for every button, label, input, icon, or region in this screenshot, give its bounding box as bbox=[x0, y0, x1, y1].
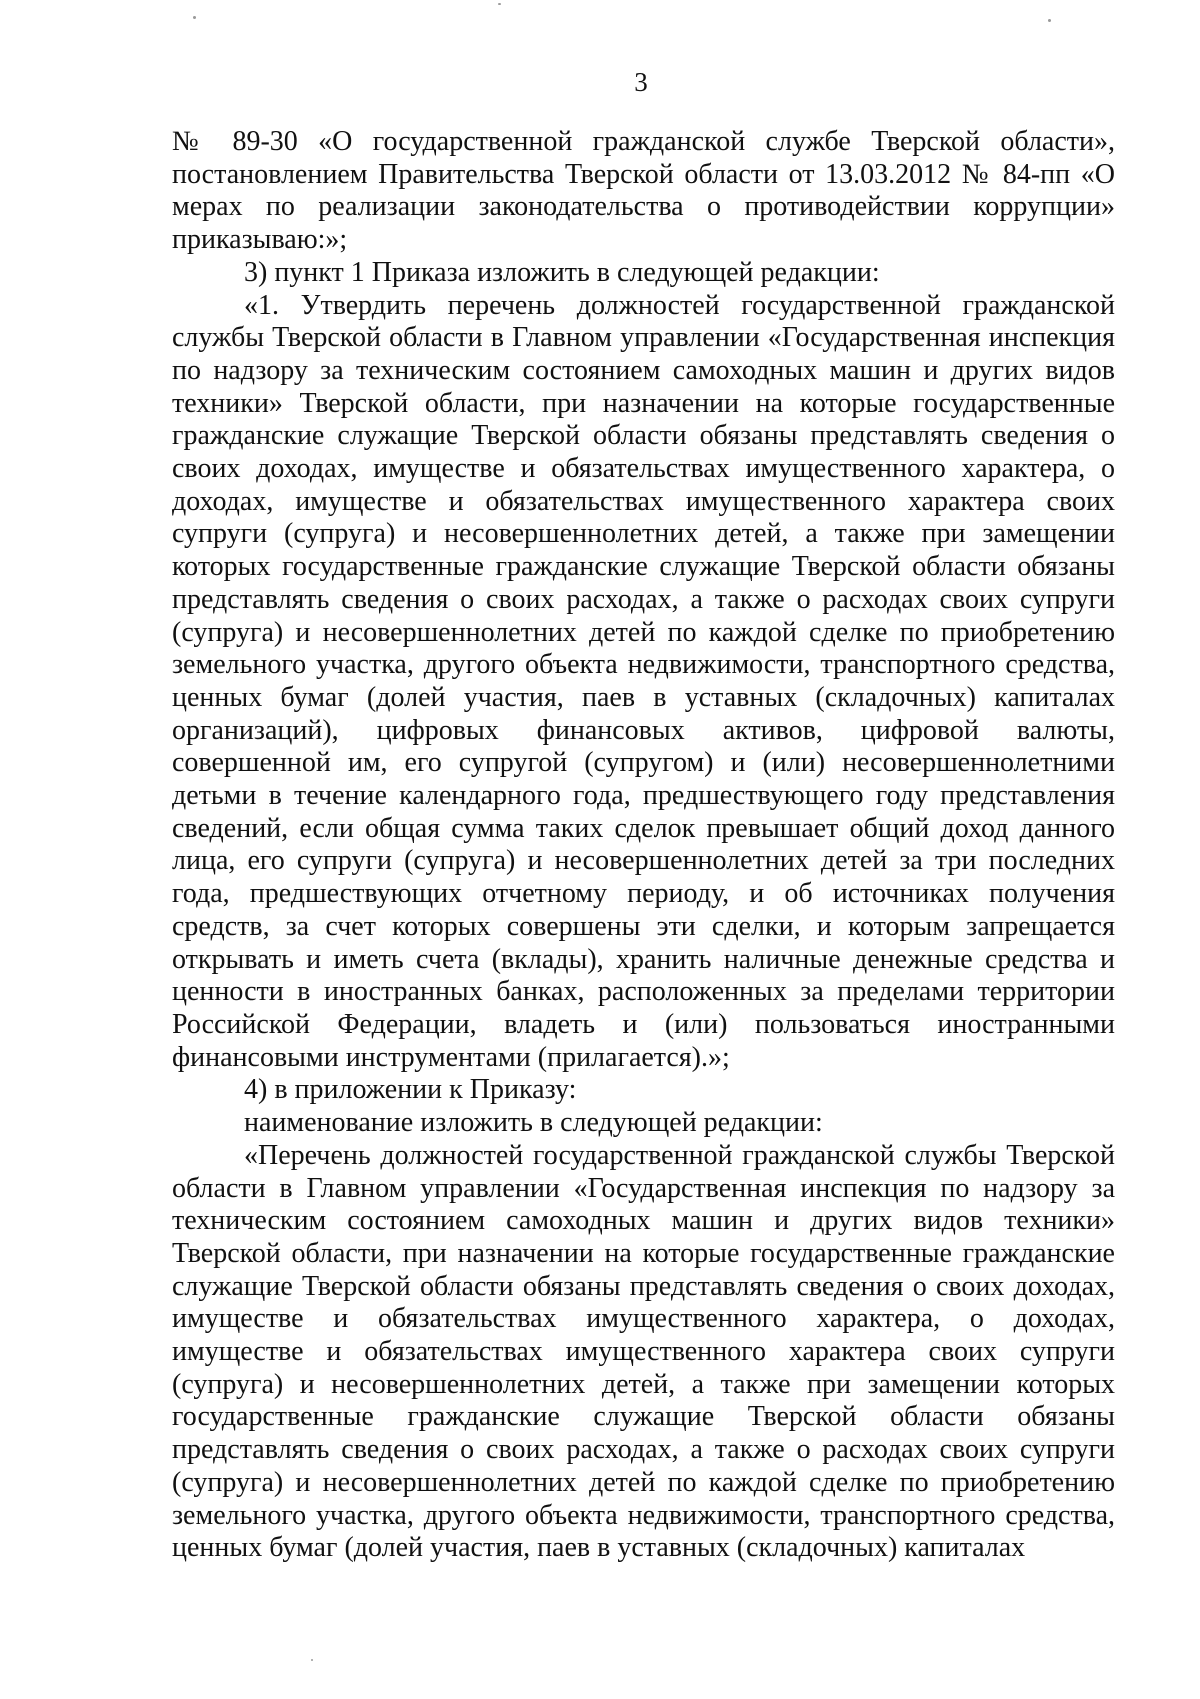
paragraph-item-4: 4) в приложении к Приказу: bbox=[244, 1074, 577, 1106]
document-body bbox=[172, 126, 1115, 1565]
paragraph-intro: № 89-30 «О государственной гражданской службе Тверской области», постановлением Правительства Тверской области от 13.03.2012 № 84-пп «О мерах по реализации законодательства о противодействии коррупции» приказываю:»; bbox=[172, 126, 1115, 256]
paragraph-item-1-text: «1. Утвердить перечень должностей государственной гражданской службы Тверской области в Главном управлении «Государственная инспекция по надзору за техническим состоянием самоходных машин и других видов техники» Тверской области, при назначении на которые государственные гражданские служащие Тверской области обязаны представлять сведения о своих доходах, имуществе и обязательствах имущественного характера, о доходах, имуществе и обязательствах имущественного характера своих супруги (супруга) и несовершеннолетних детей, а также при замещении которых государственные гражданские служащие Тверской области обязаны представлять сведения о своих расходах, а также о расходах своих супруги (супруга) и несовершеннолетних детей по каждой сделке по приобретению земельного участка, другого объекта недвижимости, транспортного средства, ценных бумаг (долей участия, паев в уставных (складочных) капиталах организаций), цифровых финансовых активов, цифровой валюты, совершенной им, его супругой (супругом) и (или) несовершеннолетними детьми в течение календарного года, предшествующего году представления сведений, если общая сумма таких сделок превышает общий доход данного лица, его супруги (супруга) и несовершеннолетних детей за три последних года, предшествующих отчетному периоду, и об источниках получения средств, за счет которых совершены эти сделки, и которым запрещается открывать и иметь счета (вклады), хранить наличные денежные средства и ценности в иностранных банках, расположенных за пределами территории Российской Федерации, владеть и (или) пользоваться иностранными финансовыми инструментами (прилагается).»; bbox=[172, 289, 1115, 1073]
scan-speck bbox=[1048, 19, 1051, 22]
scan-speck bbox=[311, 1659, 313, 1661]
scan-speck bbox=[193, 16, 196, 19]
paragraph-item-3: 3) пункт 1 Приказа изложить в следующей редакции: bbox=[244, 256, 880, 288]
paragraph-name-edit: наименование изложить в следующей редакции: bbox=[244, 1107, 823, 1139]
scan-speck bbox=[498, 3, 501, 5]
page-number: 3 bbox=[634, 67, 648, 97]
paragraph-list-title: «Перечень должностей государственной гражданской службы Тверской области в Главном управлении «Государственная инспекция по надзору за техническим состоянием самоходных машин и других видов техники» Тверской области, при назначении на которые государственные гражданские служащие Тверской области обязаны представлять сведения о своих доходах, имуществе и обязательствах имущественного характера, о доходах, имуществе и обязательствах имущественного характера своих супруги (супруга) и несовершеннолетних детей, а также при замещении которых государственные гражданские служащие Тверской области обязаны представлять сведения о своих расходах, а также о расходах своих супруги (супруга) и несовершеннолетних детей по каждой сделке по приобретению земельного участка, другого объекта недвижимости, транспортного средства, ценных бумаг (долей участия, паев в уставных (складочных) капиталах bbox=[172, 1139, 1115, 1564]
